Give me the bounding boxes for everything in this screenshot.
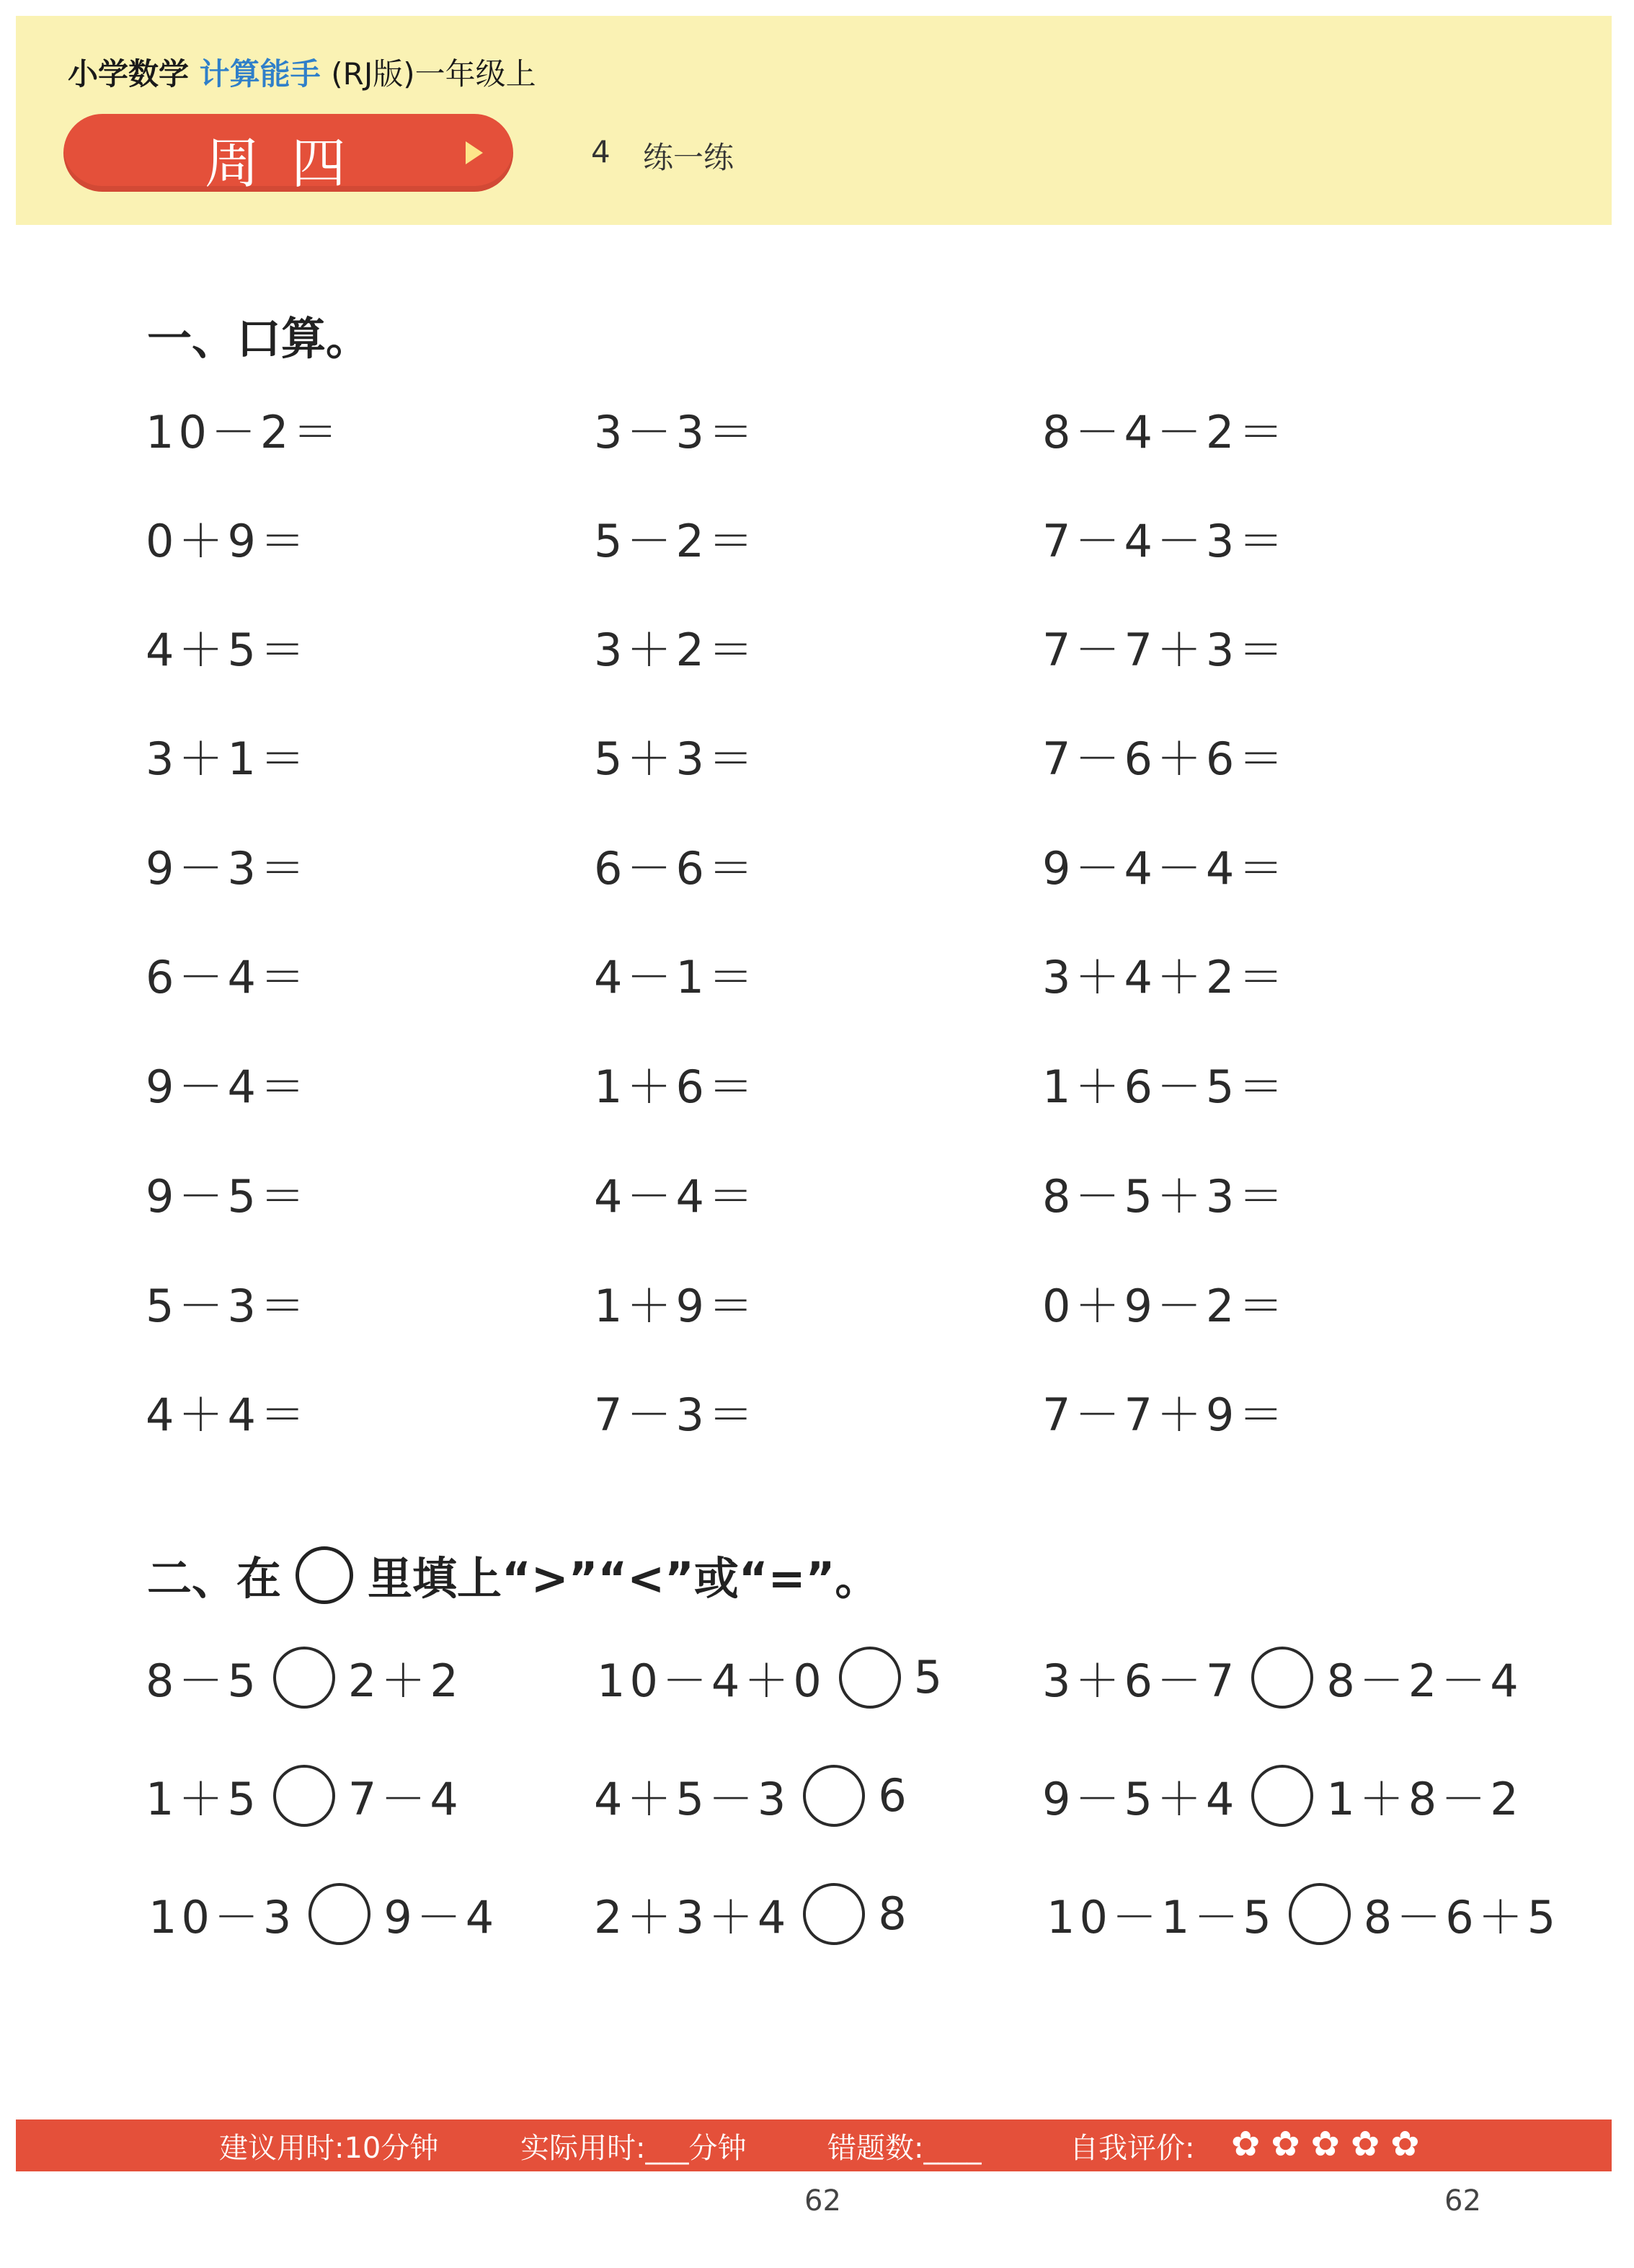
problem: 5＋3＝ [594,732,758,785]
section-title: 练一练 [643,140,734,175]
compare-left: 10－3 [148,1891,296,1944]
compare-item [1042,1645,1523,1709]
flower-icon[interactable]: ✿ [1390,2124,1420,2164]
problem: 9－5＝ [146,1170,309,1223]
play-arrow-icon [466,141,483,164]
problem: 1＋6＝ [594,1060,758,1113]
flower-icon[interactable]: ✿ [1231,2124,1261,2164]
compare-right: 8－2－4 [1326,1655,1523,1707]
part2-heading-after: 里填上“>”“<”或“=”。 [368,1552,880,1605]
rating-stars [1231,2124,1426,2164]
compare-left: 1＋5 [146,1773,260,1825]
problem: 5－2＝ [594,515,758,567]
actual-time: 实际用时:___分钟 [520,2132,747,2165]
problem: 7－7＋3＝ [1042,624,1288,676]
problem: 5－3＝ [146,1280,309,1332]
problem: 4－1＝ [594,951,758,1004]
compare-left: 3＋6－7 [1042,1655,1239,1707]
day-label: 周四 [205,131,378,195]
circle-icon [296,1546,353,1604]
compare-item [1042,1763,1523,1828]
self-eval-label: 自我评价: [1070,2132,1195,2165]
compare-right: 5 [913,1651,947,1704]
problem: 1＋6－5＝ [1042,1060,1288,1113]
problem: 8－5＋3＝ [1042,1170,1288,1223]
answer-circle[interactable] [803,1765,865,1827]
problem: 7－6＋6＝ [1042,732,1288,785]
part2-heading [147,1543,879,1607]
answer-circle[interactable] [1289,1883,1351,1945]
problem: 4－4＝ [594,1170,758,1223]
compare-left: 10－1－5 [1047,1891,1276,1944]
book-title-edition: (RJ版)一年级上 [331,56,536,92]
day-banner [63,114,513,195]
flower-icon[interactable]: ✿ [1350,2124,1380,2164]
answer-circle[interactable] [1251,1765,1313,1827]
page-number-left: 62 [804,2184,841,2218]
book-title-brand: 计算能手 [199,56,321,92]
flower-icon[interactable]: ✿ [1271,2124,1300,2164]
problem: 7－4－3＝ [1042,515,1288,567]
answer-circle[interactable] [839,1647,901,1709]
compare-item [148,1882,498,1946]
compare-right: 8 [878,1887,911,1940]
compare-right: 8－6＋5 [1363,1891,1560,1944]
answer-circle[interactable] [273,1647,335,1709]
answer-circle[interactable] [1251,1647,1313,1709]
page-number-right: 62 [1444,2184,1481,2218]
part2-heading-before: 二、在 [147,1552,282,1605]
problem: 6－6＝ [594,842,758,895]
footer-band [16,2119,1612,2171]
problem: 9－3＝ [146,842,309,895]
problem: 9－4＝ [146,1060,309,1113]
answer-circle[interactable] [273,1765,335,1827]
compare-right: 1＋8－2 [1326,1773,1523,1825]
compare-right: 7－4 [347,1773,463,1825]
problem: 1＋9＝ [594,1280,758,1332]
problem: 0＋9＝ [146,515,309,567]
suggested-time: 建议用时:10分钟 [219,2132,439,2165]
error-count: 错题数:____ [827,2132,982,2165]
compare-right: 6 [878,1769,911,1822]
compare-item [1047,1882,1560,1946]
compare-left: 9－5＋4 [1042,1773,1239,1825]
compare-item [594,1882,911,1946]
problem: 9－4－4＝ [1042,842,1288,895]
problem: 4＋4＝ [146,1388,309,1441]
compare-item [146,1645,463,1709]
problem: 3＋2＝ [594,624,758,676]
compare-item [597,1645,946,1709]
problem: 7－3＝ [594,1388,758,1441]
problem: 3－3＝ [594,406,758,459]
compare-left: 4＋5－3 [594,1773,791,1825]
compare-item [594,1763,911,1828]
compare-left: 2＋3＋4 [594,1891,791,1944]
problem: 0＋9－2＝ [1042,1280,1288,1332]
answer-circle[interactable] [308,1883,370,1945]
section-number: 4 [591,134,610,169]
compare-right: 2＋2 [347,1655,463,1707]
problem: 10－2＝ [146,406,342,459]
part1-heading: 一、口算。 [147,312,371,365]
answer-circle[interactable] [803,1883,865,1945]
problem: 7－7＋9＝ [1042,1388,1288,1441]
problem: 8－4－2＝ [1042,406,1288,459]
compare-item [146,1763,463,1828]
flower-icon[interactable]: ✿ [1310,2124,1340,2164]
book-title [68,50,536,94]
problem: 3＋4＋2＝ [1042,951,1288,1004]
problem: 6－4＝ [146,951,309,1004]
problem: 3＋1＝ [146,732,309,785]
compare-left: 10－4＋0 [597,1655,826,1707]
problem: 4＋5＝ [146,624,309,676]
compare-right: 9－4 [383,1891,499,1944]
compare-left: 8－5 [146,1655,260,1707]
book-title-prefix: 小学数学 [68,56,190,92]
